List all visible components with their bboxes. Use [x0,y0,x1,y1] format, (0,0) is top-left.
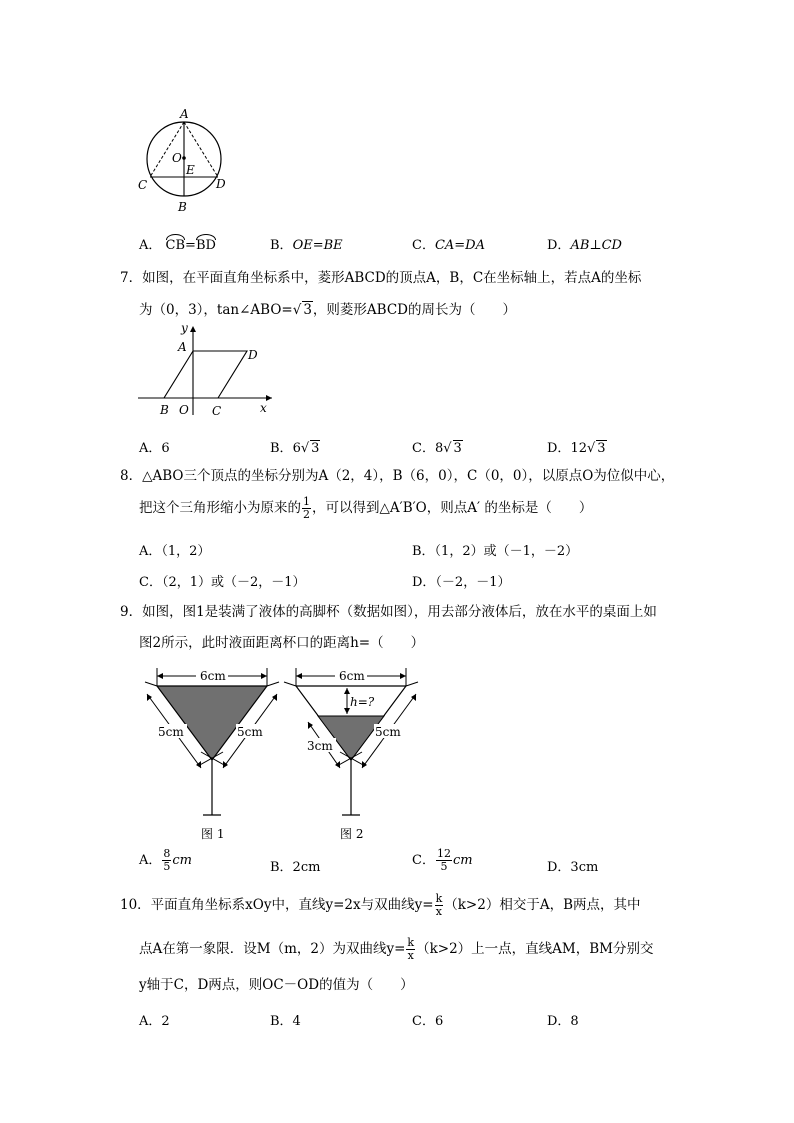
ext-right [406,682,418,686]
q10-option-a: A．2 [139,1014,170,1029]
right-label: 5cm [237,725,263,739]
option-text: AB⊥CD [570,238,622,253]
frac-den: 2 [303,508,310,521]
frac-den: x [407,949,414,962]
label-b: B [160,403,169,417]
q10-option-b: B．4 [270,1014,301,1029]
q9-option-b: B．2cm [270,860,321,875]
q10-text: 10．平面直角坐标系xOy中，直线y=2x与双曲线y= [120,897,434,913]
label-d: D [248,348,258,362]
frac-num: k [407,936,415,949]
label-y: y [181,321,188,335]
q7-text: 为（0，3），tan∠ABO= [139,302,293,318]
option-label: A． [139,238,162,253]
arc-cb: CB [166,235,186,253]
option-label: D． [547,238,571,253]
q7-line1: 7．如图，在平面直角坐标系中，菱形ABCD的顶点A，B，C在坐标轴上，若点A的坐标 [120,270,642,286]
label-x: x [260,401,267,415]
q10-line2 [139,937,653,962]
q8-text: 把这个三角形缩小为原来的 [139,500,301,516]
label-o: O [179,403,189,417]
frac-num: 1 [303,495,310,508]
ext-left [145,682,157,686]
label-c: C [138,178,148,192]
top-label: 6cm [200,669,226,683]
equals-sign: = [185,238,196,253]
q9-figure-1 [133,660,293,845]
q8-option-b: B．（1，2）或（－1，－2） [412,544,579,559]
q7-rhombus-figure [130,320,280,420]
option-label: C． [412,238,435,253]
q7-option-c: C．8√ 3 [412,441,462,456]
label-d: D [216,177,226,191]
sqrt-radicand: 3 [303,302,312,318]
y-axis-arrow [190,326,196,332]
center-dot [182,156,186,160]
fraction [162,848,171,873]
q9-figure-2 [276,660,441,845]
label-b: B [178,200,187,214]
q10-option-d: D．8 [547,1014,579,1029]
q10-text: 点A在第一象限．设M（m，2）为双曲线y= [139,941,406,957]
q7-option-b: B．6√ 3 [270,441,320,456]
caption: 图 2 [340,827,364,841]
right-label: 5cm [375,725,401,739]
arrow-left [296,673,302,679]
label-c: C [212,404,222,418]
arrow [344,688,350,694]
rhombus-abcd [164,351,247,398]
fraction-k-over-x [435,893,444,918]
q7-option-a [139,437,170,456]
h-label: h=? [350,695,375,709]
q6-option-c [412,234,485,253]
top-label: 6cm [339,669,365,683]
q8-option-a: A．（1，2） [139,544,211,559]
option-label: A． [139,853,162,868]
q7-line2: 为（0，3），tan∠ABO=√ 3，则菱形ABCD的周长为（ ） [139,302,516,318]
frac-num: 8 [163,847,171,860]
option-label: C． [412,853,435,868]
q7-text: ，则菱形ABCD的周长为（ ） [312,302,516,318]
option-label: B． [270,238,293,253]
q9-option-a [139,848,192,873]
q9-line2: 图2所示，此时液面距离杯口的距离h=（ ） [139,635,425,651]
q6-option-b [270,234,343,253]
arrow-right [400,673,406,679]
frac-den: x [435,905,443,918]
unit: cm [452,853,473,868]
q8-option-c: C．（2，1）或（－2，－1） [139,575,306,590]
q6-option-d [547,234,622,253]
sqrt-radicand: 3 [597,441,606,456]
liquid-triangle [157,686,267,760]
option-text: CA=DA [434,238,485,253]
frac-num: k [435,892,443,905]
q10-line1 [120,893,641,918]
frac-den: 5 [163,860,171,873]
arrow-left [157,673,163,679]
q10-text: （k>2）上一点，直线AM，BM分别交 [416,941,654,957]
q10-text: （k>2）相交于A，B两点，其中 [444,897,641,913]
option-text: OE=BE [292,238,343,253]
label-e: E [186,163,195,177]
ext-left [284,682,296,686]
left-label: 5cm [158,725,184,739]
q6-option-a [139,234,216,253]
fraction-k-over-x [406,937,415,962]
arc-bd: BD [196,235,216,253]
option-label: C． [412,441,435,456]
q8-line1: 8．△ABO三个顶点的坐标分别为A（2，4），B（6，0），C（0，0），以原点O为位似中心， [120,468,675,484]
q10-line3: y轴于C，D两点，则OC－OD的值为（ ） [139,977,414,993]
frac-den: 5 [440,860,448,873]
q9-line1: 9．如图，图1是装满了液体的高脚杯（数据如图），用去部分液体后，放在水平的桌面上如 [120,604,657,620]
option-label: A． [139,441,162,456]
label-o: O [172,151,182,165]
option-text: 6 [161,441,170,456]
fraction-one-half [302,496,311,521]
label-a: A [180,107,189,121]
segment-ac-dashed [150,122,184,177]
option-label: B． [270,441,293,456]
option-coef: 12 [570,441,587,456]
q9-option-c [412,848,473,873]
q8-line2 [139,496,592,521]
q7-option-d: D．12√ 3 [547,441,606,456]
x-axis-arrow [266,395,272,401]
option-coef: 8 [434,441,444,456]
label-a: A [178,340,187,354]
left-label: 3cm [307,739,333,753]
sqrt-radicand: 3 [453,441,462,456]
q8-option-d: D．（－2，－1） [412,575,511,590]
option-coef: 6 [292,441,301,456]
q6-circle-figure [130,100,240,218]
caption: 图 1 [201,827,225,841]
sqrt-radicand: 3 [311,441,320,456]
option-label: D． [547,441,571,456]
frac-num: 12 [436,847,451,860]
unit: cm [172,853,192,868]
fraction [436,848,452,873]
arrow-right [261,673,267,679]
q9-option-d: D．3cm [547,860,599,875]
q10-option-c: C．6 [412,1014,444,1029]
q8-text: ，可以得到△A′B′O，则点A′ 的坐标是（ ） [312,500,593,516]
